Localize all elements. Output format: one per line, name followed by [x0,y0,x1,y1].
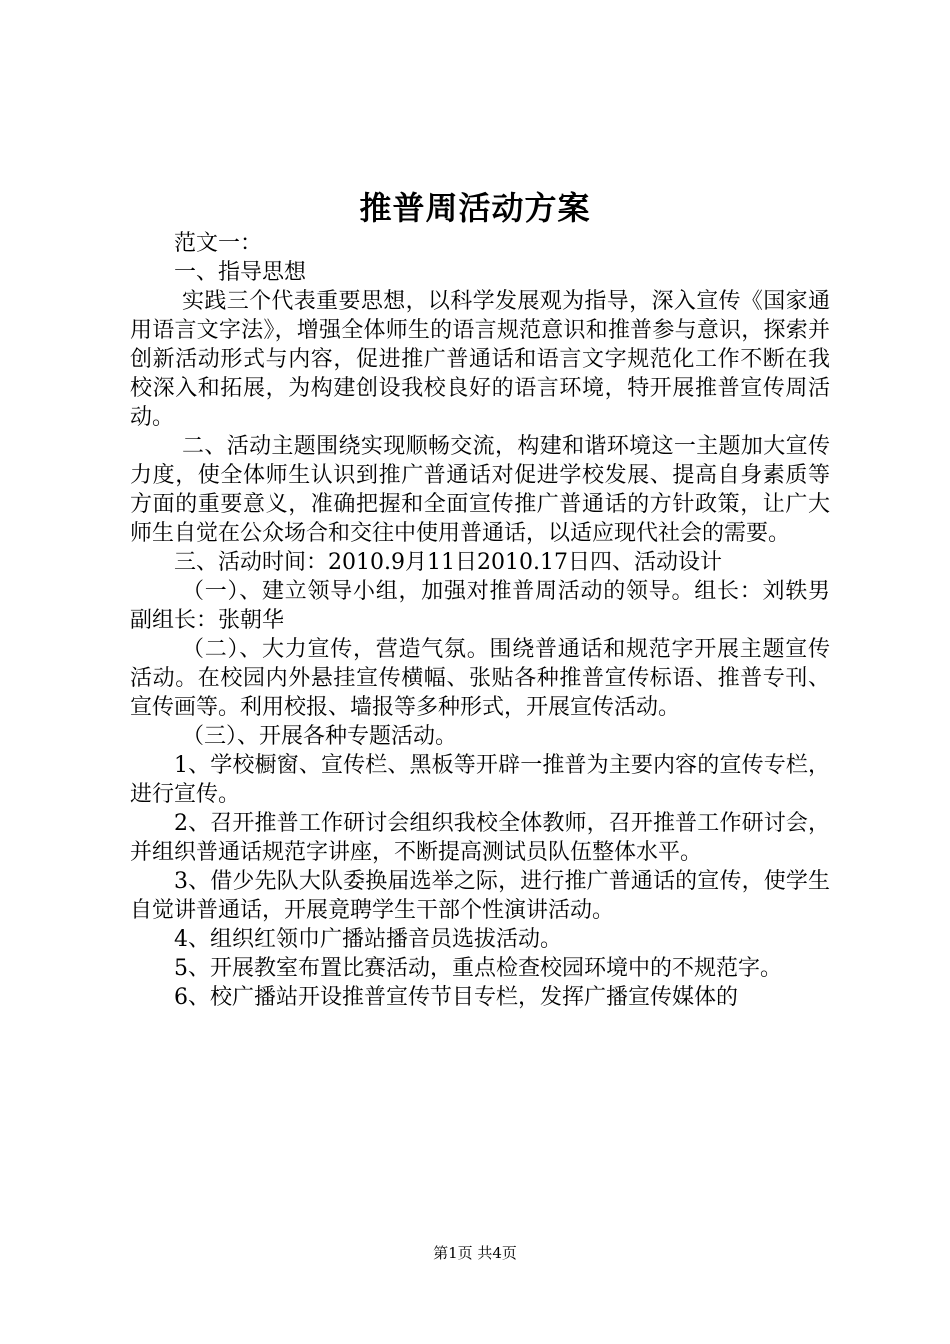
paragraph-activity-time: 三、活动时间：2010.9月11日2010.17日四、活动设计 [174,550,722,575]
paragraph-publicity: （二）、大力宣传，营造气氛。围绕普通话和规范字开展主题宣传活动。在校园内外悬挂宣传横幅、张贴各种推普宣传标语、推普专刊、宣传画等。利用校报、墙报等多种形式，开展宣传活动。 [130,637,830,720]
list-item: 3、借少先队大队委换届选举之际，进行推广普通话的宣传，使学生自觉讲普通话，开展竟聘学生干部个性演讲活动。 [130,869,830,923]
document-body [130,229,830,1012]
paragraph-activity-theme: 二、活动主题围绕实现顺畅交流，构建和谐环境这一主题加大宣传力度，使全体师生认识到推广普通话对促进学校发展、提高自身素质等方面的重要意义，准确把握和全面宣传推广普通话的方针政策，让广大师生自觉在公众场合和交往中使用普通话，以适应现代社会的需要。 [130,434,830,546]
paragraph-sample-label: 范文一： [174,231,263,256]
page-number-footer: 第1页 共4页 [433,1244,517,1262]
document-title: 推普周活动方案 [359,189,591,227]
paragraph-special-activities: （三）、开展各种专题活动。 [182,724,458,749]
list-item: 6、校广播站开设推普宣传节目专栏，发挥广播宣传媒体的 [174,985,738,1010]
list-item: 2、召开推普工作研讨会组织我校全体教师，召开推普工作研讨会，并组织普通话规范字讲座，不断提高测试员队伍整体水平。 [130,811,830,865]
paragraph-section-1-heading: 一、指导思想 [174,260,307,285]
list-item: 5、开展教室布置比赛活动，重点检查校园环境中的不规范字。 [174,956,782,981]
list-item: 1、学校橱窗、宣传栏、黑板等开辟一推普为主要内容的宣传专栏，进行宣传。 [130,753,830,807]
paragraph-guiding-ideology: 实践三个代表重要思想，以科学发展观为指导，深入宣传《国家通用语言文字法》，增强全体师生的语言规范意识和推普参与意识，探索并创新活动形式与内容，促进推广普通话和语言文字规范化工作不断在我校深入和拓展，为构建创设我校良好的语言环境，特开展推普宣传周活动。 [130,289,830,430]
paragraph-leadership-group: （一）、建立领导小组，加强对推普周活动的领导。组长：刘轶男副组长：张朝华 [130,579,830,633]
list-item: 4、组织红领巾广播站播音员选拔活动。 [174,927,562,952]
